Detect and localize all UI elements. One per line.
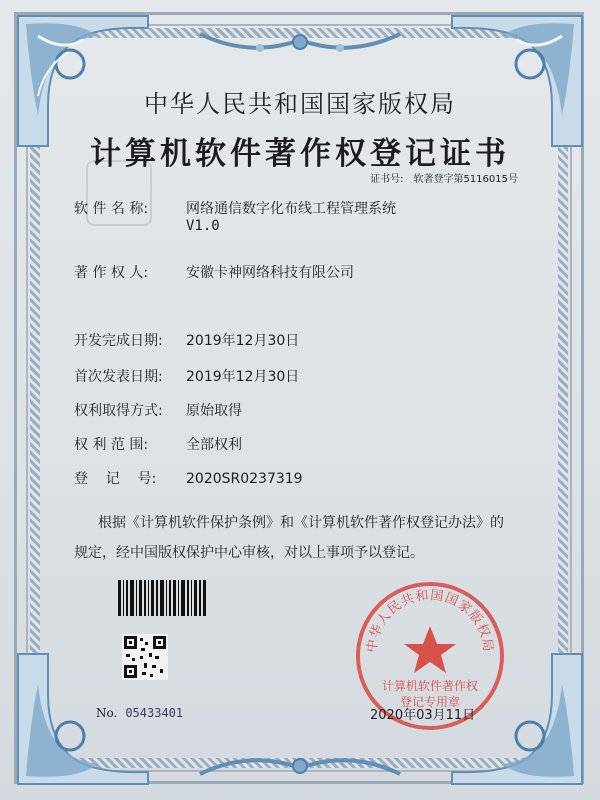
owner-value: 安徽卡神网络科技有限公司 <box>186 265 354 281</box>
method-label: 权利取得方式: <box>74 403 163 419</box>
owner-label: 著 作 权 人: <box>74 265 149 281</box>
top-center-ornament-icon <box>190 28 410 68</box>
field-dev-date <box>74 330 299 350</box>
field-method <box>74 400 242 420</box>
seal-ring-text: 中华人民共和国国家版权局 <box>364 588 496 654</box>
issuer-title: 中华人民共和国国家版权局 <box>144 90 456 118</box>
registration-label: 登 记 号: <box>74 471 157 487</box>
pub-date-value: 2019年12月30日 <box>186 369 300 385</box>
seal-inner-line1: 计算机软件著作权 <box>381 679 479 693</box>
certificate-number <box>370 170 518 185</box>
serial-number-value: 05433401 <box>125 706 184 720</box>
pub-date-label: 首次发表日期: <box>74 369 163 385</box>
seal-inner-line2: 登记专用章 <box>399 695 461 709</box>
field-pub-date <box>74 366 299 386</box>
certificate-number-label: 证书号: <box>370 174 404 185</box>
field-registration <box>74 468 303 488</box>
qr-code-icon <box>122 634 168 680</box>
bottom-center-ornament-icon <box>190 740 410 780</box>
software-name-value: 网络通信数字化布线工程管理系统 <box>186 201 396 217</box>
serial-number <box>96 706 183 720</box>
barcode-icon <box>118 580 208 616</box>
issue-date: 2020年03月11日 <box>370 708 476 723</box>
field-software-name <box>74 198 396 218</box>
field-scope <box>74 434 242 454</box>
method-value: 原始取得 <box>186 403 242 419</box>
certificate-title: 计算机软件著作权登记证书 <box>90 136 510 172</box>
certificate-number-value: 软著登字第5116015号 <box>413 174 518 185</box>
field-owner <box>74 262 354 282</box>
body-paragraph-line2: 规定，经中国版权保护中心审核，对以上事项予以登记。 <box>74 545 424 561</box>
dev-date-label: 开发完成日期: <box>74 333 163 349</box>
dev-date-value: 2019年12月30日 <box>186 333 300 349</box>
scope-value: 全部权利 <box>186 437 242 453</box>
scope-label: 权 利 范 围: <box>74 437 149 453</box>
software-name-label: 软 件 名 称: <box>74 201 149 217</box>
software-version: V1.0 <box>186 218 220 234</box>
serial-number-label: No. <box>96 706 118 720</box>
body-paragraph-line1: 根据《计算机软件保护条例》和《计算机软件著作权登记办法》的 <box>98 515 504 531</box>
registration-value: 2020SR0237319 <box>186 471 303 487</box>
